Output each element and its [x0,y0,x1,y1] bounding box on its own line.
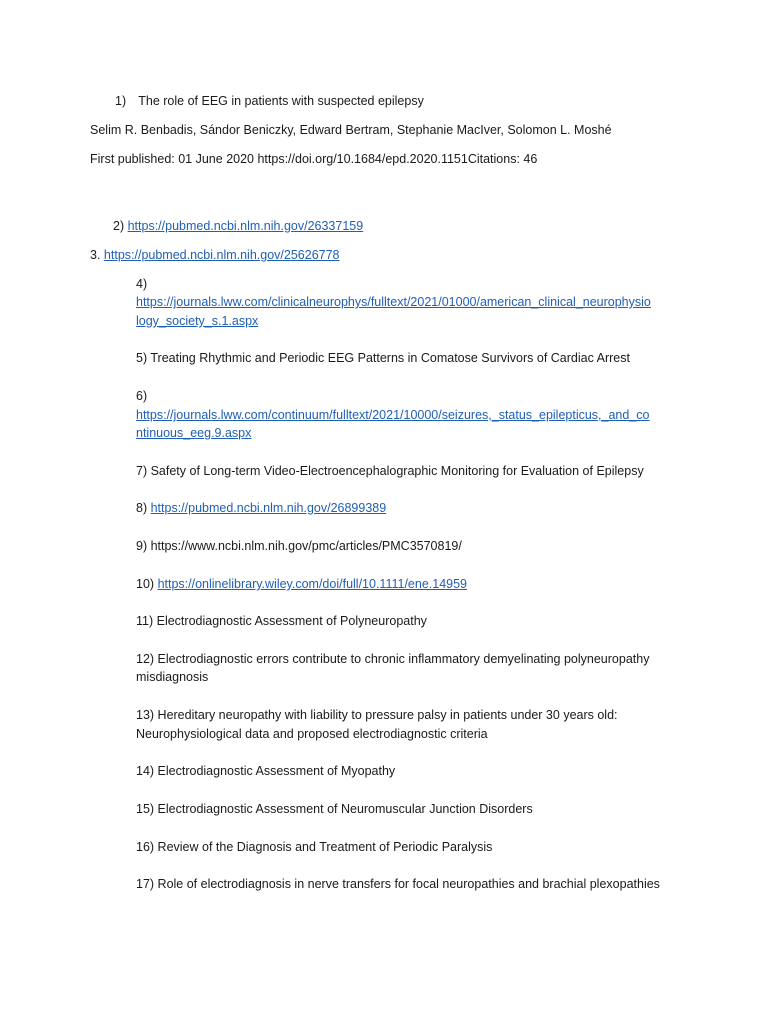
reference-10-link[interactable]: https://onlinelibrary.wiley.com/doi/full/10.1111/ene.14959 [157,577,468,591]
reference-8 [136,499,386,517]
reference-8-link[interactable]: https://pubmed.ncbi.nlm.nih.gov/26899389 [150,501,387,515]
reference-12-line2: misdiagnosis [136,670,209,684]
reference-3-link[interactable]: https://pubmed.ncbi.nlm.nih.gov/25626778 [103,248,340,262]
reference-10-number: 10) [136,577,155,591]
reference-8-number: 8) [136,501,148,515]
reference-1-number: 1) [115,94,127,108]
reference-3-number: 3. [90,248,101,262]
reference-6-link-continued[interactable]: ntinuous_eeg.9.aspx [136,426,252,440]
reference-14: 14) Electrodiagnostic Assessment of Myopathy [136,764,396,778]
reference-1-authors: Selim R. Benbadis, Sándor Beniczky, Edward Bertram, Stephanie MacIver, Solomon L. Moshé [90,123,612,137]
reference-15: 15) Electrodiagnostic Assessment of Neuromuscular Junction Disorders [136,802,533,816]
reference-3 [90,246,340,264]
reference-2-number: 2) [113,219,125,233]
reference-6-link-line2 [136,424,251,442]
reference-13-line2: Neurophysiological data and proposed electrodiagnostic criteria [136,727,488,741]
reference-2-link[interactable]: https://pubmed.ncbi.nlm.nih.gov/26337159 [127,219,364,233]
reference-4-number: 4) [136,277,148,291]
reference-6-link-line1 [136,406,650,424]
reference-10 [136,575,467,593]
reference-2 [113,217,363,235]
reference-7: 7) Safety of Long-term Video-Electroencephalographic Monitoring for Evaluation of Epilepsy [136,464,644,478]
reference-9: 9) https://www.ncbi.nlm.nih.gov/pmc/articles/PMC3570819/ [136,539,462,553]
reference-1-title-line [115,92,424,110]
reference-11: 11) Electrodiagnostic Assessment of Polyneuropathy [136,614,427,628]
reference-4-link-line1 [136,293,651,311]
reference-4-link-line2 [136,312,258,330]
reference-5: 5) Treating Rhythmic and Periodic EEG Patterns in Comatose Survivors of Cardiac Arrest [136,351,630,365]
reference-17: 17) Role of electrodiagnosis in nerve transfers for focal neuropathies and brachial plexopathies [136,877,660,891]
reference-6-number: 6) [136,389,148,403]
reference-4-link[interactable]: https://journals.lww.com/clinicalneurophys/fulltext/2021/01000/american_clinical_neurophysio [136,295,651,309]
reference-16: 16) Review of the Diagnosis and Treatment of Periodic Paralysis [136,840,493,854]
reference-1-published: First published: 01 June 2020 https://doi.org/10.1684/epd.2020.1151Citations: 46 [90,152,538,166]
reference-6-link[interactable]: https://journals.lww.com/continuum/fulltext/2021/10000/seizures,_status_epilepticus,_and_co [136,408,650,422]
reference-12-line1: 12) Electrodiagnostic errors contribute to chronic inflammatory demyelinating polyneuropathy [136,652,650,666]
reference-4-link-continued[interactable]: logy_society_s.1.aspx [136,314,259,328]
reference-13-line1: 13) Hereditary neuropathy with liability to pressure palsy in patients under 30 years old: [136,708,618,722]
reference-1-title: The role of EEG in patients with suspected epilepsy [138,94,424,108]
